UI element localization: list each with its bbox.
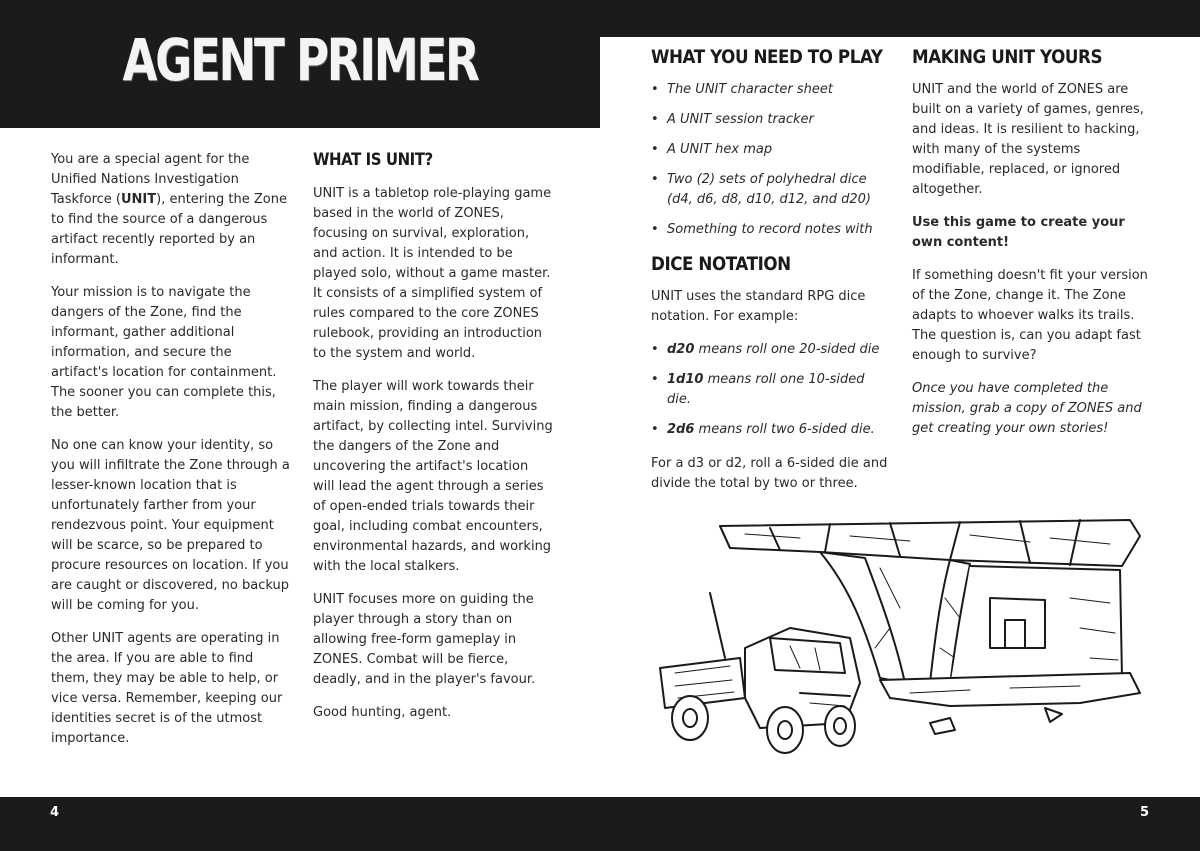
- intro-paragraph-1: You are a special agent for the Unified Nations Investigation Taskforce (UNIT), entering the Zone to find the source of a dangerous artifact recently reported by an informant.: [51, 152, 287, 267]
- intro-paragraph-4: Other UNIT agents are operating in the area. If you are able to find them, they may be able to help, or vice versa. Remember, keeping our identities secret is of the utmost importance.: [51, 631, 283, 746]
- footer-band: [0, 797, 1200, 851]
- making-unit-yours-heading: MAKING UNIT YOURS: [912, 46, 1103, 68]
- making-unit-yours-callout: Use this game to create your own content!: [912, 215, 1125, 250]
- requirements-dice-column: [651, 47, 891, 507]
- ruined-shelter-truck-illustration: [650, 508, 1150, 758]
- list-item: • The UNIT character sheet: [651, 80, 891, 100]
- dice-notation-heading: DICE NOTATION: [651, 253, 791, 275]
- list-item: • 2d6 means roll two 6-sided die.: [651, 420, 891, 440]
- what-you-need-heading: WHAT YOU NEED TO PLAY: [651, 46, 883, 68]
- list-item: • d20 means roll one 20-sided die: [651, 340, 891, 360]
- page-number-right: 5: [1140, 805, 1150, 820]
- what-is-unit-paragraph-3: UNIT focuses more on guiding the player through a story than on allowing free-form gameplay in ZONES. Combat will be fierce, deadly, and in the player's favour.: [313, 592, 536, 687]
- page-title: AGENT PRIMER: [122, 26, 478, 94]
- making-unit-yours-section: [912, 47, 1157, 452]
- what-is-unit-paragraph-1: UNIT is a tabletop role-playing game based in the world of ZONES, focusing on survival, exploration, and action. It is intended to be played solo, without a game master. It consists of a simplified system of rules compared to the core ZONES rulebook, providing an introduction to the system and world.: [313, 186, 552, 361]
- top-band-right: [600, 0, 1200, 37]
- page-number-left: 4: [50, 805, 60, 820]
- requirements-list: [651, 80, 891, 240]
- making-unit-yours-paragraph-3: If something doesn't fit your version of the Zone, change it. The Zone adapts to whoever walks its trails. The question is, can you adapt fast enough to survive?: [912, 268, 1148, 363]
- list-item: • A UNIT hex map: [651, 140, 891, 160]
- what-is-unit-paragraph-4: Good hunting, agent.: [313, 705, 452, 720]
- list-item: • A UNIT session tracker: [651, 110, 891, 130]
- what-is-unit-section: [313, 150, 553, 736]
- list-item: • 1d10 means roll one 10-sided die.: [651, 370, 891, 410]
- dice-notation-outro: For a d3 or d2, roll a 6-sided die and divide the total by two or three.: [651, 456, 888, 491]
- dice-notation-intro: UNIT uses the standard RPG dice notation. For example:: [651, 289, 866, 324]
- intro-column: [51, 150, 291, 762]
- making-unit-yours-paragraph-1: UNIT and the world of ZONES are built on a variety of games, genres, and ideas. It is resilient to hacking, with many of the systems modifiable, replaced, or ignored altogether.: [912, 82, 1144, 197]
- intro-paragraph-2: Your mission is to navigate the dangers of the Zone, find the informant, gather additional information, and secure the artifact's location for containment. The sooner you can complete this, the better.: [51, 285, 277, 420]
- list-item: • Two (2) sets of polyhedral dice (d4, d6, d8, d10, d12, and d20): [651, 170, 891, 210]
- what-is-unit-heading: WHAT IS UNIT?: [313, 150, 433, 170]
- dice-notation-list: [651, 340, 891, 440]
- what-is-unit-paragraph-2: The player will work towards their main mission, finding a dangerous artifact, by collecting intel. Surviving the dangers of the Zone and uncovering the artifact's location will lead the agent through a series of open-ended trials towards their goal, including combat encounters, environmental hazards, and working with the local stalkers.: [313, 379, 553, 574]
- intro-paragraph-3: No one can know your identity, so you will infiltrate the Zone through a lesser-known location that is unfortunately farther from your rendezvous point. Your equipment will be scarce, so be prepared to procure resources on location. If you are caught or discovered, no backup will be coming for you.: [51, 438, 290, 613]
- making-unit-yours-closing: Once you have completed the mission, grab a copy of ZONES and get creating your own stories!: [912, 381, 1142, 436]
- list-item: • Something to record notes with: [651, 220, 891, 240]
